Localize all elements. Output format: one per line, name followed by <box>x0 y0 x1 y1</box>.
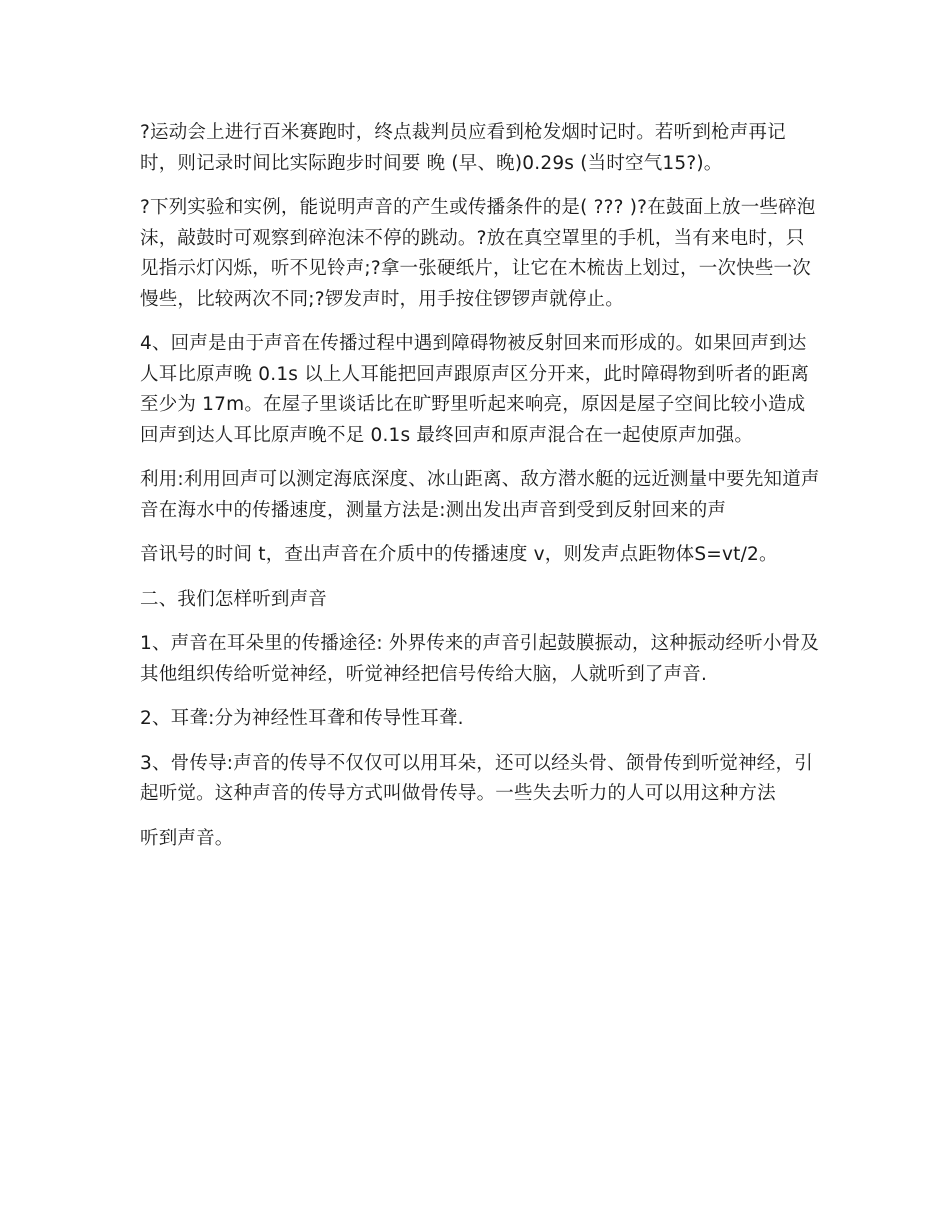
paragraph-bone-conduction-end: 听到声音。 <box>140 827 234 849</box>
paragraph-sound-experiments: ?下列实验和实例，能说明声音的产生或传播条件的是( ??? )?在鼓面上放一些碎泡沫，敲鼓时可观察到碎泡沫不停的跳动。?放在真空罩里的手机，当有来电时，只见指示灯闪烁，听不见铃声;?拿一张硬纸片，让它在木梳齿上划过，一次快些一次慢些，比较两次不同;?锣发声时，用手按住锣锣声就停止。 <box>140 197 816 310</box>
paragraph-echo: 4、回声是由于声音在传播过程中遇到障碍物被反射回来而形成的。如果回声到达人耳比原声晚 0.1s 以上人耳能把回声跟原声区分开来，此时障碍物到听者的距离至少为 17m。在屋子里谈话比在旷野里听起来响亮，原因是屋子空间比较小造成回声到达人耳比原声晚不足 0.1s 最终回声和原声混合在一起使原声加强。 <box>140 333 810 446</box>
paragraph-deafness: 2、耳聋:分为神经性耳聋和传导性耳聋. <box>140 708 464 729</box>
paragraph-race-timing: ?运动会上进行百米赛跑时，终点裁判员应看到枪发烟时记时。若听到枪声再记时，则记录时间比实际跑步时间要 晚 (早、晚)0.29s (当时空气15?)。 <box>140 122 786 174</box>
paragraph-echo-formula: 音讯号的时间 t，查出声音在介质中的传播速度 v，则发声点距物体S=vt/2。 <box>140 544 778 565</box>
paragraph-bone-conduction: 3、骨传导:声音的传导不仅仅可以用耳朵，还可以经头骨、颌骨传到听觉神经，引起听觉。这种声音的传导方式叫做骨传导。一些失去听力的人可以用这种方法 <box>140 752 813 804</box>
paragraph-ear-path: 1、声音在耳朵里的传播途径: 外界传来的声音引起鼓膜振动，这种振动经听小骨及其他组织传给听觉神经，听觉神经把信号传给大脑，人就听到了声音. <box>140 633 819 685</box>
section-heading-hearing: 二、我们怎样听到声音 <box>140 588 328 610</box>
paragraph-echo-usage: 利用:利用回声可以测定海底深度、冰山距离、敌方潜水艇的远近测量中要先知道声音在海水中的传播速度，测量方法是:测出发出声音到受到反射回来的声 <box>140 469 820 521</box>
